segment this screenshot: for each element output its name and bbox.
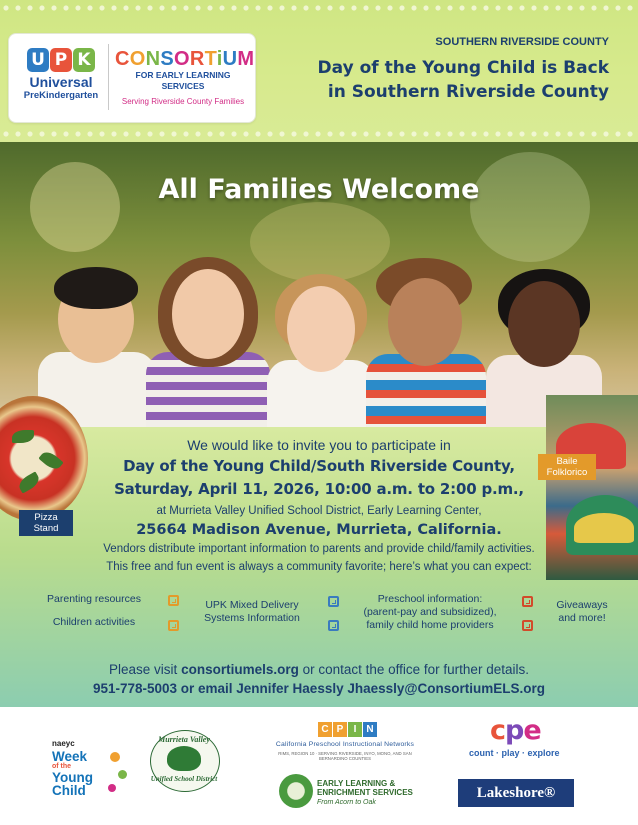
cpe-logo xyxy=(490,716,541,746)
baile-caption-line2: Folklorico xyxy=(546,467,588,478)
dot-pattern-bottom xyxy=(0,128,638,142)
cpe-tagline: count · play · explore xyxy=(469,748,560,758)
consortium-letter: R xyxy=(189,48,205,70)
visit-prefix: Please visit xyxy=(109,662,182,677)
naeyc-of-the: of the xyxy=(52,763,72,770)
dot-pattern-top xyxy=(0,2,638,16)
checkbox-icon xyxy=(168,620,179,631)
visit-suffix: or contact the office for further details. xyxy=(298,662,529,677)
upk-feature-line2: Systems Information xyxy=(204,612,300,624)
child-figure xyxy=(360,232,490,427)
feature-children-activities: Children activities xyxy=(52,616,136,628)
pizza-caption-line1: Pizza xyxy=(34,512,58,523)
naeyc-logo-label: naeyc xyxy=(52,739,75,748)
child-figure xyxy=(265,242,375,427)
feature-parenting-resources: Parenting resources xyxy=(47,593,141,605)
upk-line2: PreKindergarten xyxy=(23,90,99,101)
contact-line[interactable]: 951-778-5003 or email Jennifer Haessly Jhaessly@ConsortiumELS.org xyxy=(92,681,546,696)
murrieta-seal-top: Murrieta Valley xyxy=(158,735,210,744)
header-band xyxy=(0,0,638,142)
consortium-letter: O xyxy=(174,48,190,70)
cpe-letter: c xyxy=(490,715,506,746)
consortium-letter: M xyxy=(237,48,255,70)
free-event-text: This free and fun event is always a community favorite; here’s what you can expect: xyxy=(106,561,532,573)
upk-letter: P xyxy=(50,48,72,72)
pizza-caption-line2: Stand xyxy=(33,523,59,534)
naeyc-week-word: Week xyxy=(52,749,88,764)
page-headline xyxy=(249,56,609,104)
upk-letter: K xyxy=(73,48,95,72)
oak-tree-icon xyxy=(167,746,201,771)
checkbox-icon xyxy=(522,596,533,607)
partner-logos xyxy=(8,33,256,123)
consortium-letter: N xyxy=(145,48,161,70)
consortium-letter: i xyxy=(216,48,223,70)
consortium-subtitle: FOR EARLY LEARNING SERVICES xyxy=(135,70,231,91)
consortium-letter: U xyxy=(222,48,238,70)
website-link[interactable]: consortiumels.org xyxy=(181,662,299,677)
naeyc-dot-orange xyxy=(110,752,120,762)
eles-tagline: From Acorn to Oak xyxy=(317,799,376,806)
cpe-letter: p xyxy=(505,715,524,746)
consortium-letter: S xyxy=(160,48,174,70)
invite-text: We would like to invite you to participate in xyxy=(187,437,451,453)
cpin-subtitle: RIMS, REGION 10 · SERVING RIVERSIDE, INYO, MONO, AND SAN BERNARDINO COUNTIES xyxy=(278,751,412,761)
event-name: Day of the Young Child/South Riverside County, xyxy=(123,457,515,475)
eles-line2: ENRICHMENT SERVICES xyxy=(317,788,413,797)
visit-text xyxy=(0,662,638,677)
checkbox-icon xyxy=(328,620,339,631)
cpin-letter: C xyxy=(318,722,332,737)
cpin-name: California Preschool Instructional Networks xyxy=(275,741,415,748)
event-venue: at Murrieta Valley Unified School District, Early Learning Center, xyxy=(156,505,482,517)
upk-logo xyxy=(21,48,101,101)
vendors-text: Vendors distribute important information to parents and provide child/family activities. xyxy=(103,543,535,555)
baile-caption-line1: Baile xyxy=(556,456,578,467)
naeyc-young-word: Young xyxy=(52,770,93,785)
event-date: Saturday, April 11, 2026, 10:00 a.m. to 2:00 p.m., xyxy=(114,480,524,498)
upk-letters xyxy=(21,48,101,72)
feature-upk-mixed-delivery xyxy=(190,599,314,625)
cpe-letter: e xyxy=(523,715,541,746)
acorn-oak-icon xyxy=(279,774,313,808)
checkbox-icon xyxy=(328,596,339,607)
cpin-letter: I xyxy=(348,722,362,737)
consortium-tagline: Serving Riverside County Families xyxy=(121,97,245,106)
welcome-headline: All Families Welcome xyxy=(158,174,480,205)
naeyc-dot-pink xyxy=(108,784,116,792)
cpin-letter: P xyxy=(333,722,347,737)
children-photo xyxy=(0,142,638,427)
consortium-logo xyxy=(115,48,255,107)
consortium-wordmark xyxy=(115,48,255,70)
consortium-letter: T xyxy=(204,48,217,70)
headline-line1: Day of the Young Child is Back xyxy=(317,58,609,78)
naeyc-child-word: Child xyxy=(52,783,86,798)
cpin-logo xyxy=(318,722,377,737)
eles-line1: EARLY LEARNING & xyxy=(317,779,396,788)
consortium-letter: O xyxy=(129,48,146,70)
feature-giveaways xyxy=(546,599,618,625)
county-kicker: SOUTHERN RIVERSIDE COUNTY xyxy=(435,36,609,48)
checkbox-icon xyxy=(522,620,533,631)
preschool-feature-line2: (parent-pay and subsidized), xyxy=(363,606,497,618)
logo-divider xyxy=(108,44,109,110)
event-address: 25664 Madison Avenue, Murrieta, California. xyxy=(136,522,502,538)
cpin-letter: N xyxy=(363,722,377,737)
checkbox-icon xyxy=(168,595,179,606)
naeyc-dot-green xyxy=(118,770,127,779)
giveaways-line2: and more! xyxy=(558,612,606,624)
giveaways-line1: Giveaways xyxy=(556,599,608,611)
lakeshore-logo: Lakeshore® xyxy=(458,779,574,807)
preschool-feature-line3: family child home providers xyxy=(366,619,494,631)
consortium-letter: C xyxy=(115,48,130,70)
upk-feature-line1: UPK Mixed Delivery xyxy=(205,599,299,611)
murrieta-seal-bottom: Unified School District xyxy=(150,775,218,783)
child-figure xyxy=(140,227,275,427)
feature-preschool-information xyxy=(350,593,510,632)
headline-line2: in Southern Riverside County xyxy=(327,82,609,102)
week-of-young-child-logo xyxy=(52,750,93,797)
eles-logo xyxy=(317,779,413,797)
preschool-feature-line1: Preschool information: xyxy=(377,593,483,605)
upk-letter: U xyxy=(27,48,49,72)
upk-line1: Universal xyxy=(29,74,93,90)
